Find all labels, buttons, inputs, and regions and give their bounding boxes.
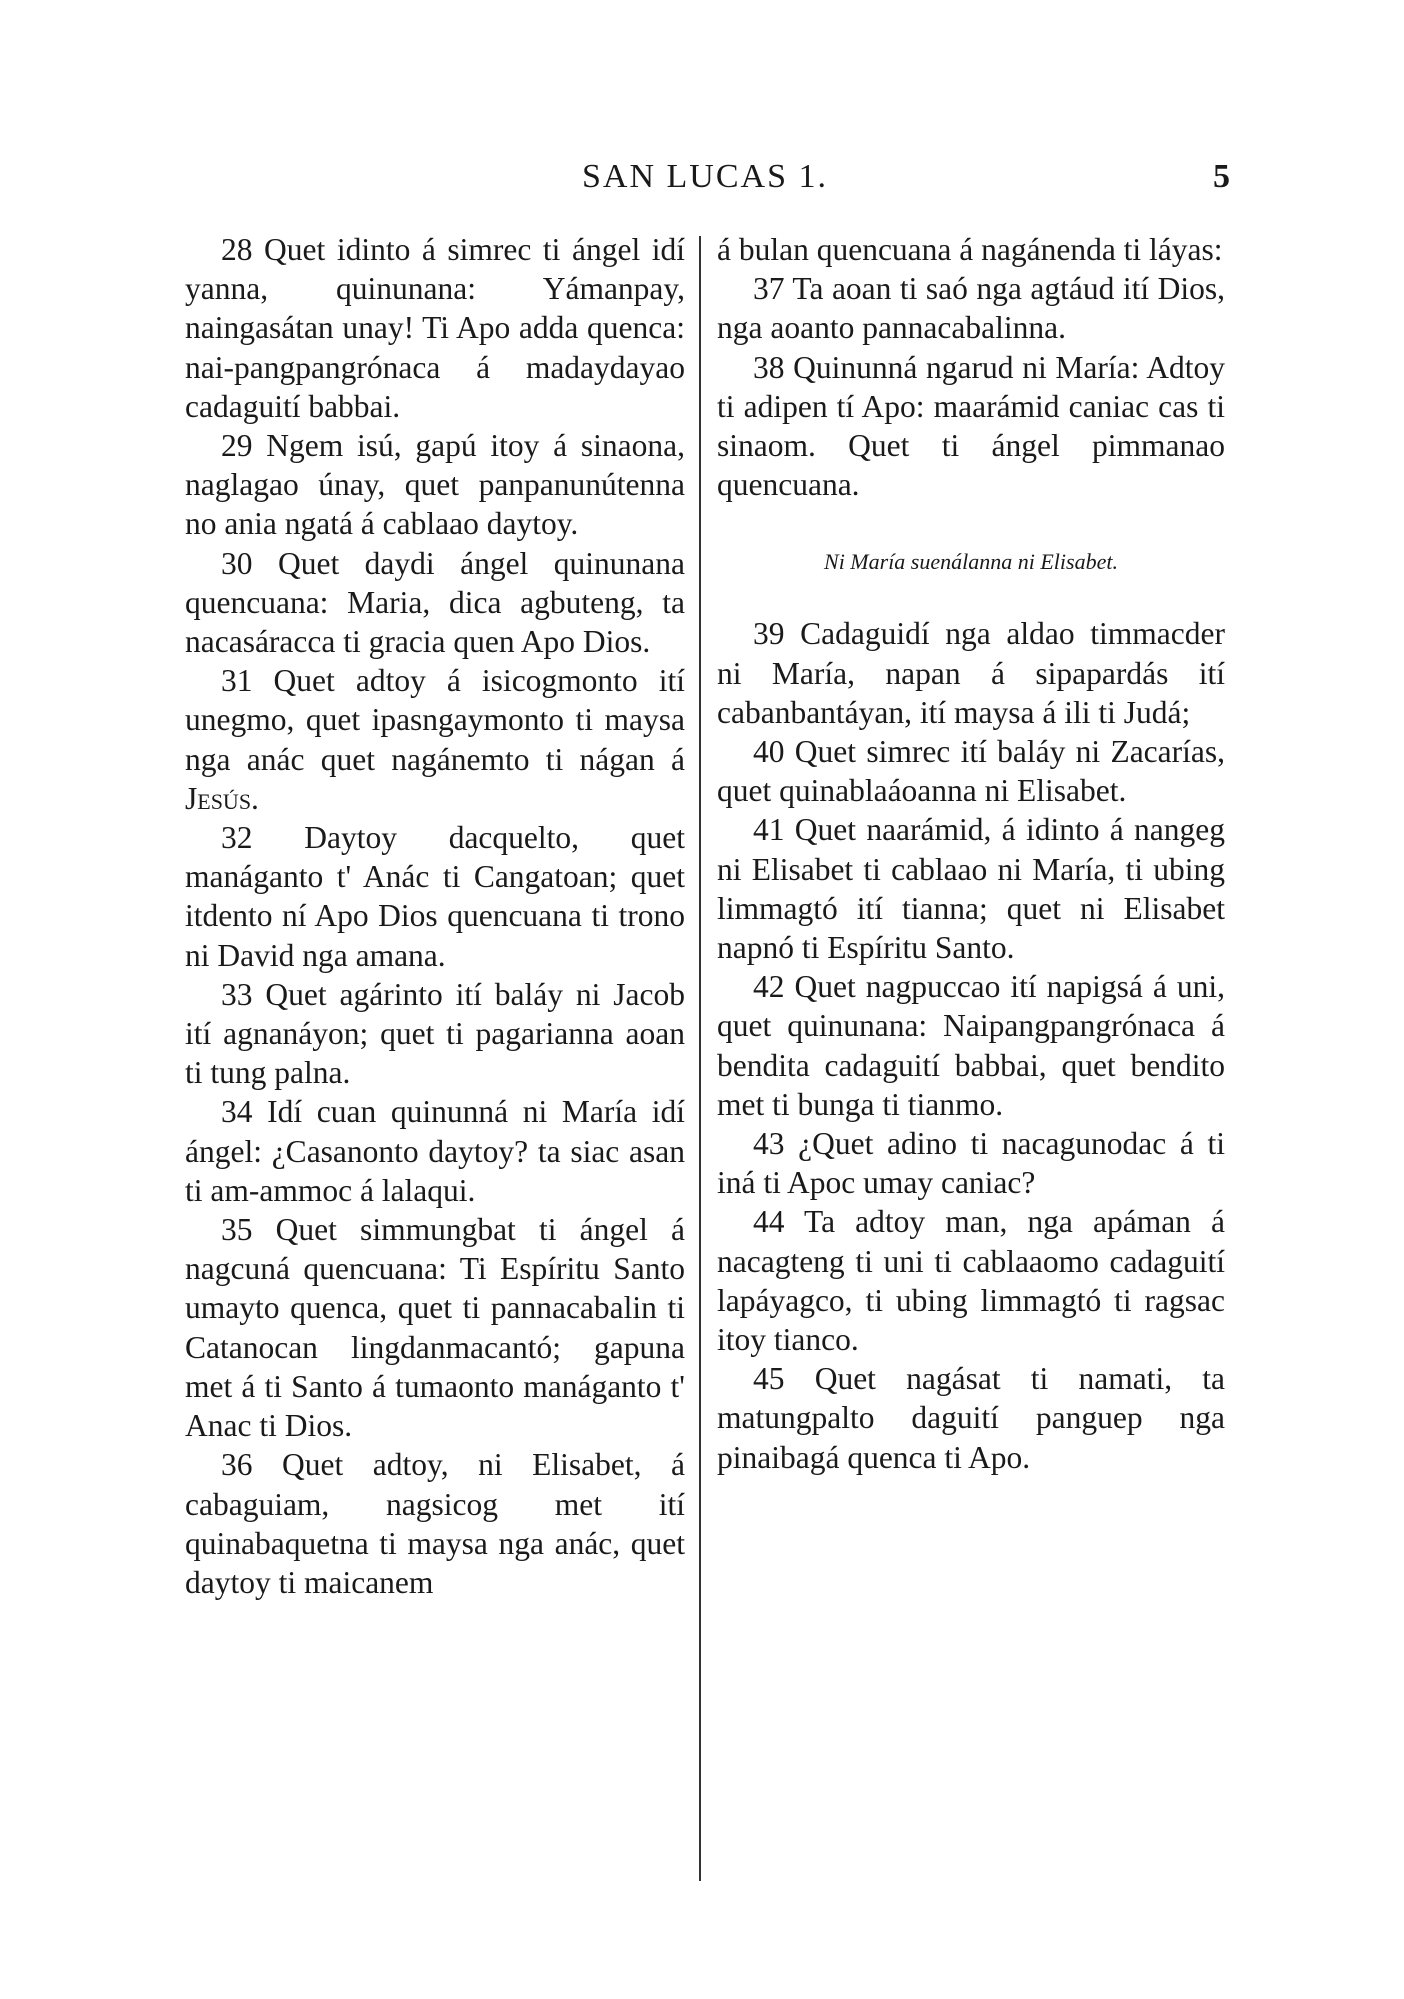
verse-40: 40 Quet simrec ití baláy ni Zacarías, quet quinablaáoanna ni Elisabet. [717, 734, 1225, 809]
verse-42: 42 Quet nagpuccao ití napigsá á uni, quet quinunana: Naipangpangrónaca á bendita cadaguití babbai, quet bendito met ti bunga ti tianmo. [717, 969, 1225, 1122]
section-heading: Ni María suenálanna ni Elisabet. [824, 549, 1118, 575]
verse-41: 41 Quet naarámid, á idinto á nangeg ni Elisabet ti cablaao ni María, ti ubing limmagtó ití tianna; quet ni Elisabet napnó ti Espíritu Santo. [717, 812, 1225, 966]
verse-38: 38 Quinunná ngarud ni María: Adtoy ti adipen tí Apo: maarámid caniac cas ti sinaom. Quet ti ángel pimmanao quencuana. [717, 349, 1225, 503]
verse-36: 36 Quet adtoy, ni Elisabet, á cabaguiam, nagsicog met ití quinabaquetna ti maysa nga anác, quet daytoy ti maicanem [185, 1447, 685, 1600]
verse-34: 34 Idí cuan quinunná ni María idí ángel: ¿Casanonto daytoy? ta siac asan ti am-ammoc á lalaqui. [185, 1094, 685, 1208]
running-head [180, 158, 1230, 208]
verse-29: 29 Ngem isú, gapú itoy á sinaona, naglagao únay, quet panpanunútenna no ania ngatá á cablaao daytoy. [185, 428, 685, 542]
verse-35: 35 Quet simmungbat ti ángel á nagcuná quencuana: Ti Espíritu Santo umayto quenca, quet ti pannacabalin ti Catanocan lingdanmacantó; gapuna met á ti Santo á tumaonto manáganto t' Anac ti Dios. [185, 1212, 685, 1444]
jesus-name: Jesús. [185, 780, 259, 816]
verse-33: 33 Quet agárinto ití baláy ni Jacob ití agnanáyon; quet ti pagarianna aoan ti tung palna. [185, 976, 685, 1091]
page-number: 5 [1213, 158, 1230, 195]
verse-31-text: 31 Quet adtoy á isicogmonto ití unegmo, quet ipasngaymonto ti maysa nga anác quet nagánemto ti nágan á [185, 663, 685, 777]
verse-44: 44 Ta adtoy man, nga apáman á nacagteng ti uni ti cablaaomo cadaguití lapáyagco, ti ubing limmagtó ti ragsac itoy tianco. [717, 1204, 1225, 1358]
verse-37: 37 Ta aoan ti saó nga agtáud ití Dios, nga aoanto pannacabalinna. [717, 271, 1225, 346]
right-column [717, 230, 1225, 1477]
running-title: SAN LUCAS 1. [582, 158, 828, 195]
verse-45: 45 Quet nagásat ti namati, ta matungpalto daguití panguep nga pinaibagá quenca ti Apo. [717, 1361, 1225, 1475]
column-divider [699, 236, 701, 1881]
verse-36-continuation: á bulan quencuana á nagánenda ti láyas: [717, 232, 1223, 267]
verse-30: 30 Quet daydi ángel quinunana quencuana: Maria, dica agbuteng, ta nacasáracca ti gracia quen Apo Dios. [185, 545, 685, 660]
verse-32: 32 Daytoy dacquelto, quet manáganto t' Anác ti Cangatoan; quet itdento ní Apo Dios quencuana ti trono ni David nga amana. [185, 820, 685, 973]
verse-43: 43 ¿Quet adino ti nacagunodac á ti iná ti Apoc umay caniac? [717, 1126, 1225, 1201]
left-column [185, 230, 685, 1602]
verse-28: 28 Quet idinto á simrec ti ángel idí yanna, quinunana: Yámanpay, naingasátan unay! Ti Apo adda quenca: nai-pangpangrónaca á madaydayao cadaguití babbai. [185, 232, 685, 424]
verse-31 [185, 661, 685, 818]
verse-39: 39 Cadaguidí nga aldao timmacder ni María, napan á sipapardás ití cabanbantáyan, ití maysa á ili ti Judá; [717, 616, 1225, 730]
